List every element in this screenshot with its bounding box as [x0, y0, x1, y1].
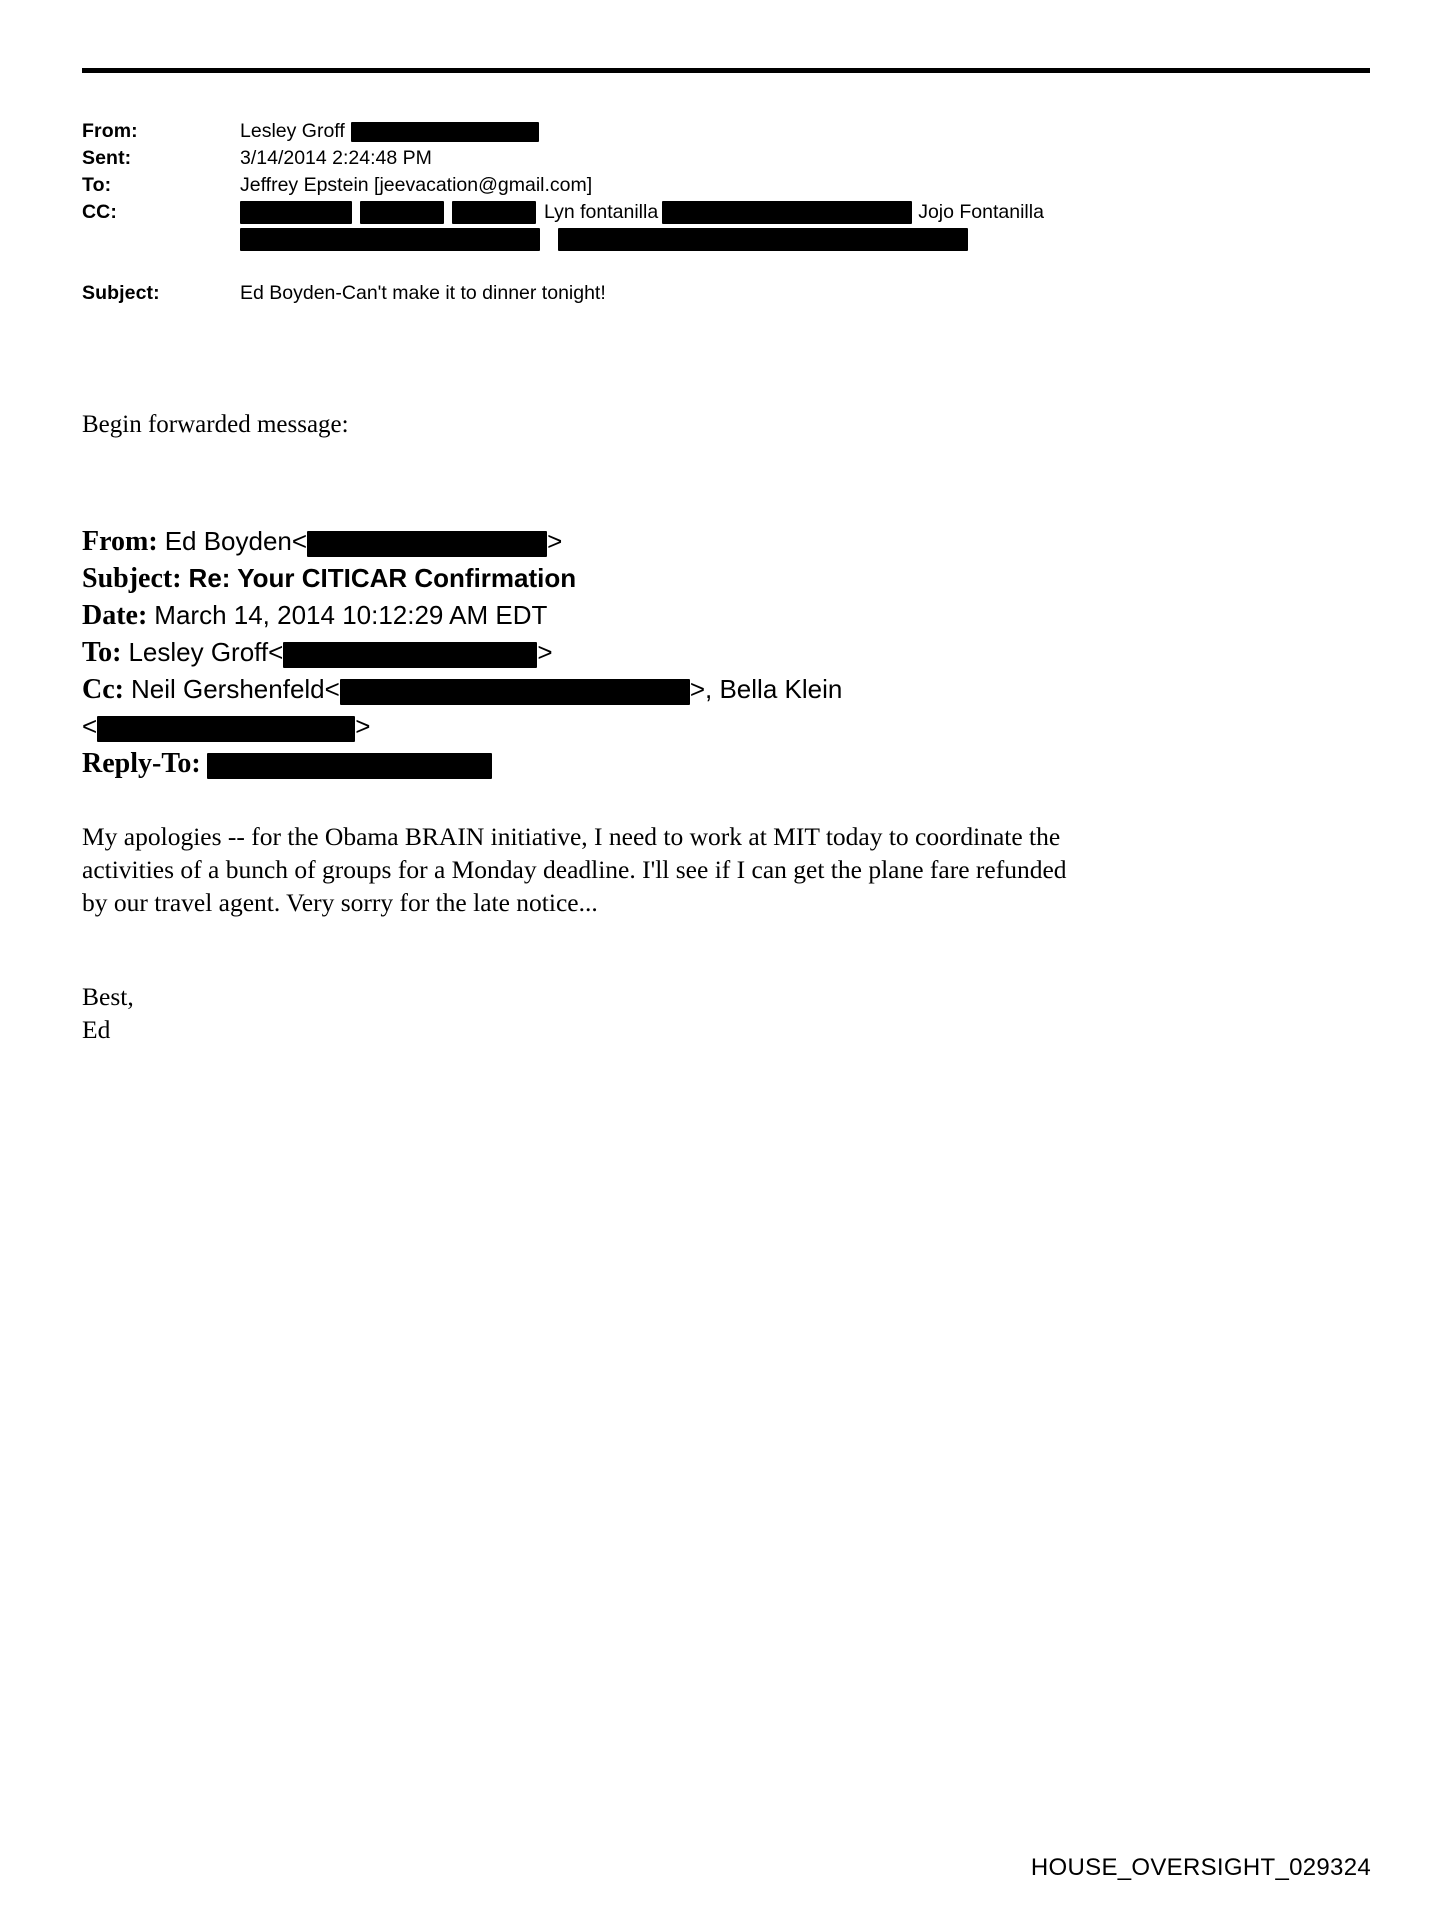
- forwarded-row-subject: [82, 560, 1372, 597]
- redaction-bar: [207, 753, 492, 779]
- forwarded-row-date: [82, 597, 1372, 634]
- angle-close: >: [689, 674, 706, 704]
- message-paragraph: My apologies -- for the Obama BRAIN initiative, I need to work at MIT today to coordinate the activities of a bunch of groups for a Monday deadline. I'll see if I can get the plane fare refunded by our travel agent. Very sorry for the late notice...: [82, 822, 1067, 917]
- redaction-bar: [240, 228, 540, 251]
- to-value: Jeffrey Epstein [jeevacation@gmail.com]: [240, 174, 593, 196]
- forwarded-to-label: To:: [82, 637, 122, 668]
- signoff: Best,: [82, 982, 134, 1011]
- angle-open: <: [268, 637, 284, 667]
- forwarded-subject-value: Re: Your CITICAR Confirmation: [188, 563, 577, 593]
- angle-open: <: [291, 526, 308, 556]
- signature-name: Ed: [82, 1015, 111, 1044]
- email-header-block: [82, 118, 1372, 307]
- header-row-to: [82, 172, 1372, 199]
- header-row-subject: [82, 280, 1372, 307]
- begin-forwarded-message: Begin forwarded message:: [82, 411, 349, 438]
- header-spacer: [82, 253, 1372, 280]
- redaction-bar: [452, 201, 536, 224]
- forwarded-row-reply-to: [82, 745, 1372, 782]
- redaction-bar: [340, 679, 690, 705]
- forwarded-cc-label: Cc:: [82, 674, 124, 705]
- forwarded-row-to: [82, 634, 1372, 671]
- forwarded-row-cc: [82, 671, 1372, 708]
- cc-value-continued: [240, 226, 1372, 253]
- angle-close: >: [355, 711, 371, 741]
- forwarded-cc-separator: ,: [705, 674, 720, 704]
- redaction-bar: [662, 201, 912, 224]
- message-body: [82, 820, 1082, 919]
- angle-close: >: [537, 637, 553, 667]
- forwarded-date-label: Date:: [82, 600, 148, 631]
- angle-open: <: [324, 674, 340, 704]
- subject-value: Ed Boyden-Can't make it to dinner tonight!: [240, 282, 606, 304]
- sent-label: Sent:: [82, 147, 132, 169]
- forwarded-cc-value-2: Bella Klein: [719, 674, 843, 704]
- forwarded-date-value: March 14, 2014 10:12:29 AM EDT: [154, 600, 548, 630]
- redaction-bar: [240, 201, 352, 224]
- angle-open: <: [82, 711, 98, 741]
- from-label: From:: [82, 120, 138, 142]
- cc-value: [240, 199, 1372, 226]
- forwarded-subject-label: Subject:: [82, 563, 182, 594]
- forwarded-cc-value-1: Neil Gershenfeld: [130, 674, 325, 704]
- to-label: To:: [82, 174, 112, 196]
- redaction-bar: [360, 201, 444, 224]
- forwarded-to-value: Lesley Groff: [128, 637, 269, 667]
- cc-name-1: Lyn fontanilla: [544, 201, 659, 223]
- bates-number: HOUSE_OVERSIGHT_029324: [1030, 1854, 1371, 1881]
- message-signature-block: [82, 980, 134, 1046]
- forwarded-from-value: Ed Boyden: [164, 526, 292, 556]
- forwarded-header-block: [82, 523, 1372, 782]
- header-row-from: [82, 118, 1372, 145]
- redaction-bar: [283, 642, 537, 668]
- redaction-bar: [351, 122, 539, 142]
- angle-close: >: [547, 526, 563, 556]
- header-row-sent: [82, 145, 1372, 172]
- header-rule: [82, 68, 1370, 73]
- redaction-bar: [307, 531, 547, 557]
- header-row-cc: [82, 199, 1372, 226]
- forwarded-row-from: [82, 523, 1372, 560]
- forwarded-reply-to-label: Reply-To:: [82, 748, 201, 779]
- forwarded-from-label: From:: [82, 526, 158, 557]
- from-value: [240, 118, 1372, 145]
- forwarded-row-cc-continued: [82, 708, 1372, 745]
- subject-label: Subject:: [82, 282, 160, 304]
- redaction-bar: [558, 228, 968, 251]
- redaction-bar: [97, 716, 355, 742]
- header-row-cc-continued: [82, 226, 1372, 253]
- sent-value: 3/14/2014 2:24:48 PM: [240, 147, 432, 169]
- from-name: Lesley Groff: [240, 120, 345, 142]
- cc-label: CC:: [82, 201, 117, 223]
- cc-name-2: Jojo Fontanilla: [918, 201, 1044, 223]
